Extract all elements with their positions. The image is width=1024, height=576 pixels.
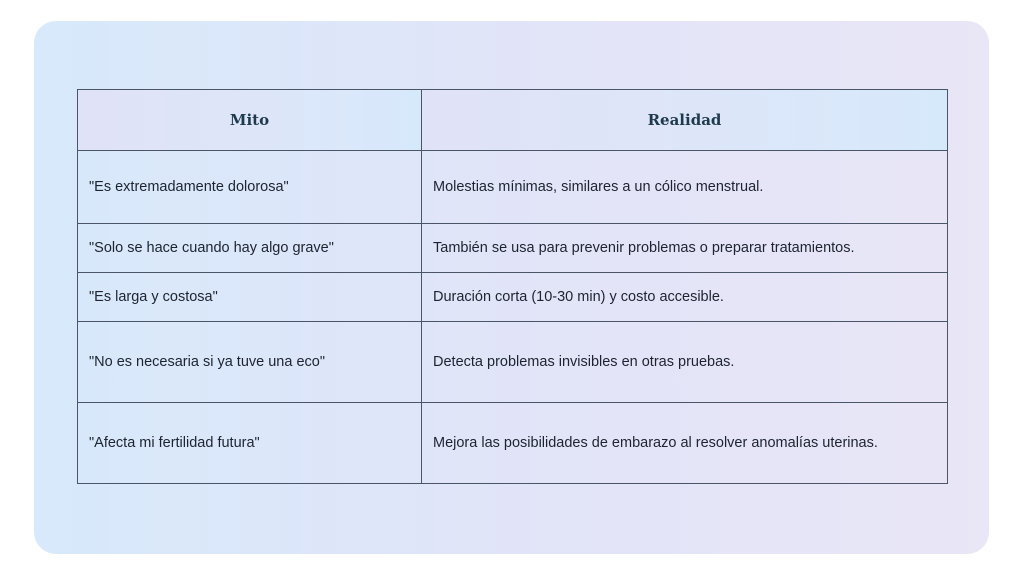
- table-row: [78, 224, 948, 273]
- reality-cell: Duración corta (10-30 min) y costo accesible.: [422, 273, 948, 322]
- myth-cell: "Es extremadamente dolorosa": [78, 151, 422, 224]
- table-row: [78, 151, 948, 224]
- reality-cell: También se usa para prevenir problemas o preparar tratamientos.: [422, 224, 948, 273]
- myths-vs-reality-table: [77, 89, 948, 484]
- reality-cell: Molestias mínimas, similares a un cólico menstrual.: [422, 151, 948, 224]
- table-row: [78, 273, 948, 322]
- reality-cell: Mejora las posibilidades de embarazo al resolver anomalías uterinas.: [422, 403, 948, 484]
- myth-cell: "Afecta mi fertilidad futura": [78, 403, 422, 484]
- myth-cell: "Es larga y costosa": [78, 273, 422, 322]
- table-row: [78, 322, 948, 403]
- myth-cell: "Solo se hace cuando hay algo grave": [78, 224, 422, 273]
- table-row: [78, 403, 948, 484]
- reality-cell: Detecta problemas invisibles en otras pruebas.: [422, 322, 948, 403]
- header-realidad: Realidad: [422, 90, 948, 151]
- myth-cell: "No es necesaria si ya tuve una eco": [78, 322, 422, 403]
- table-header-row: [78, 90, 948, 151]
- header-mito: Mito: [78, 90, 422, 151]
